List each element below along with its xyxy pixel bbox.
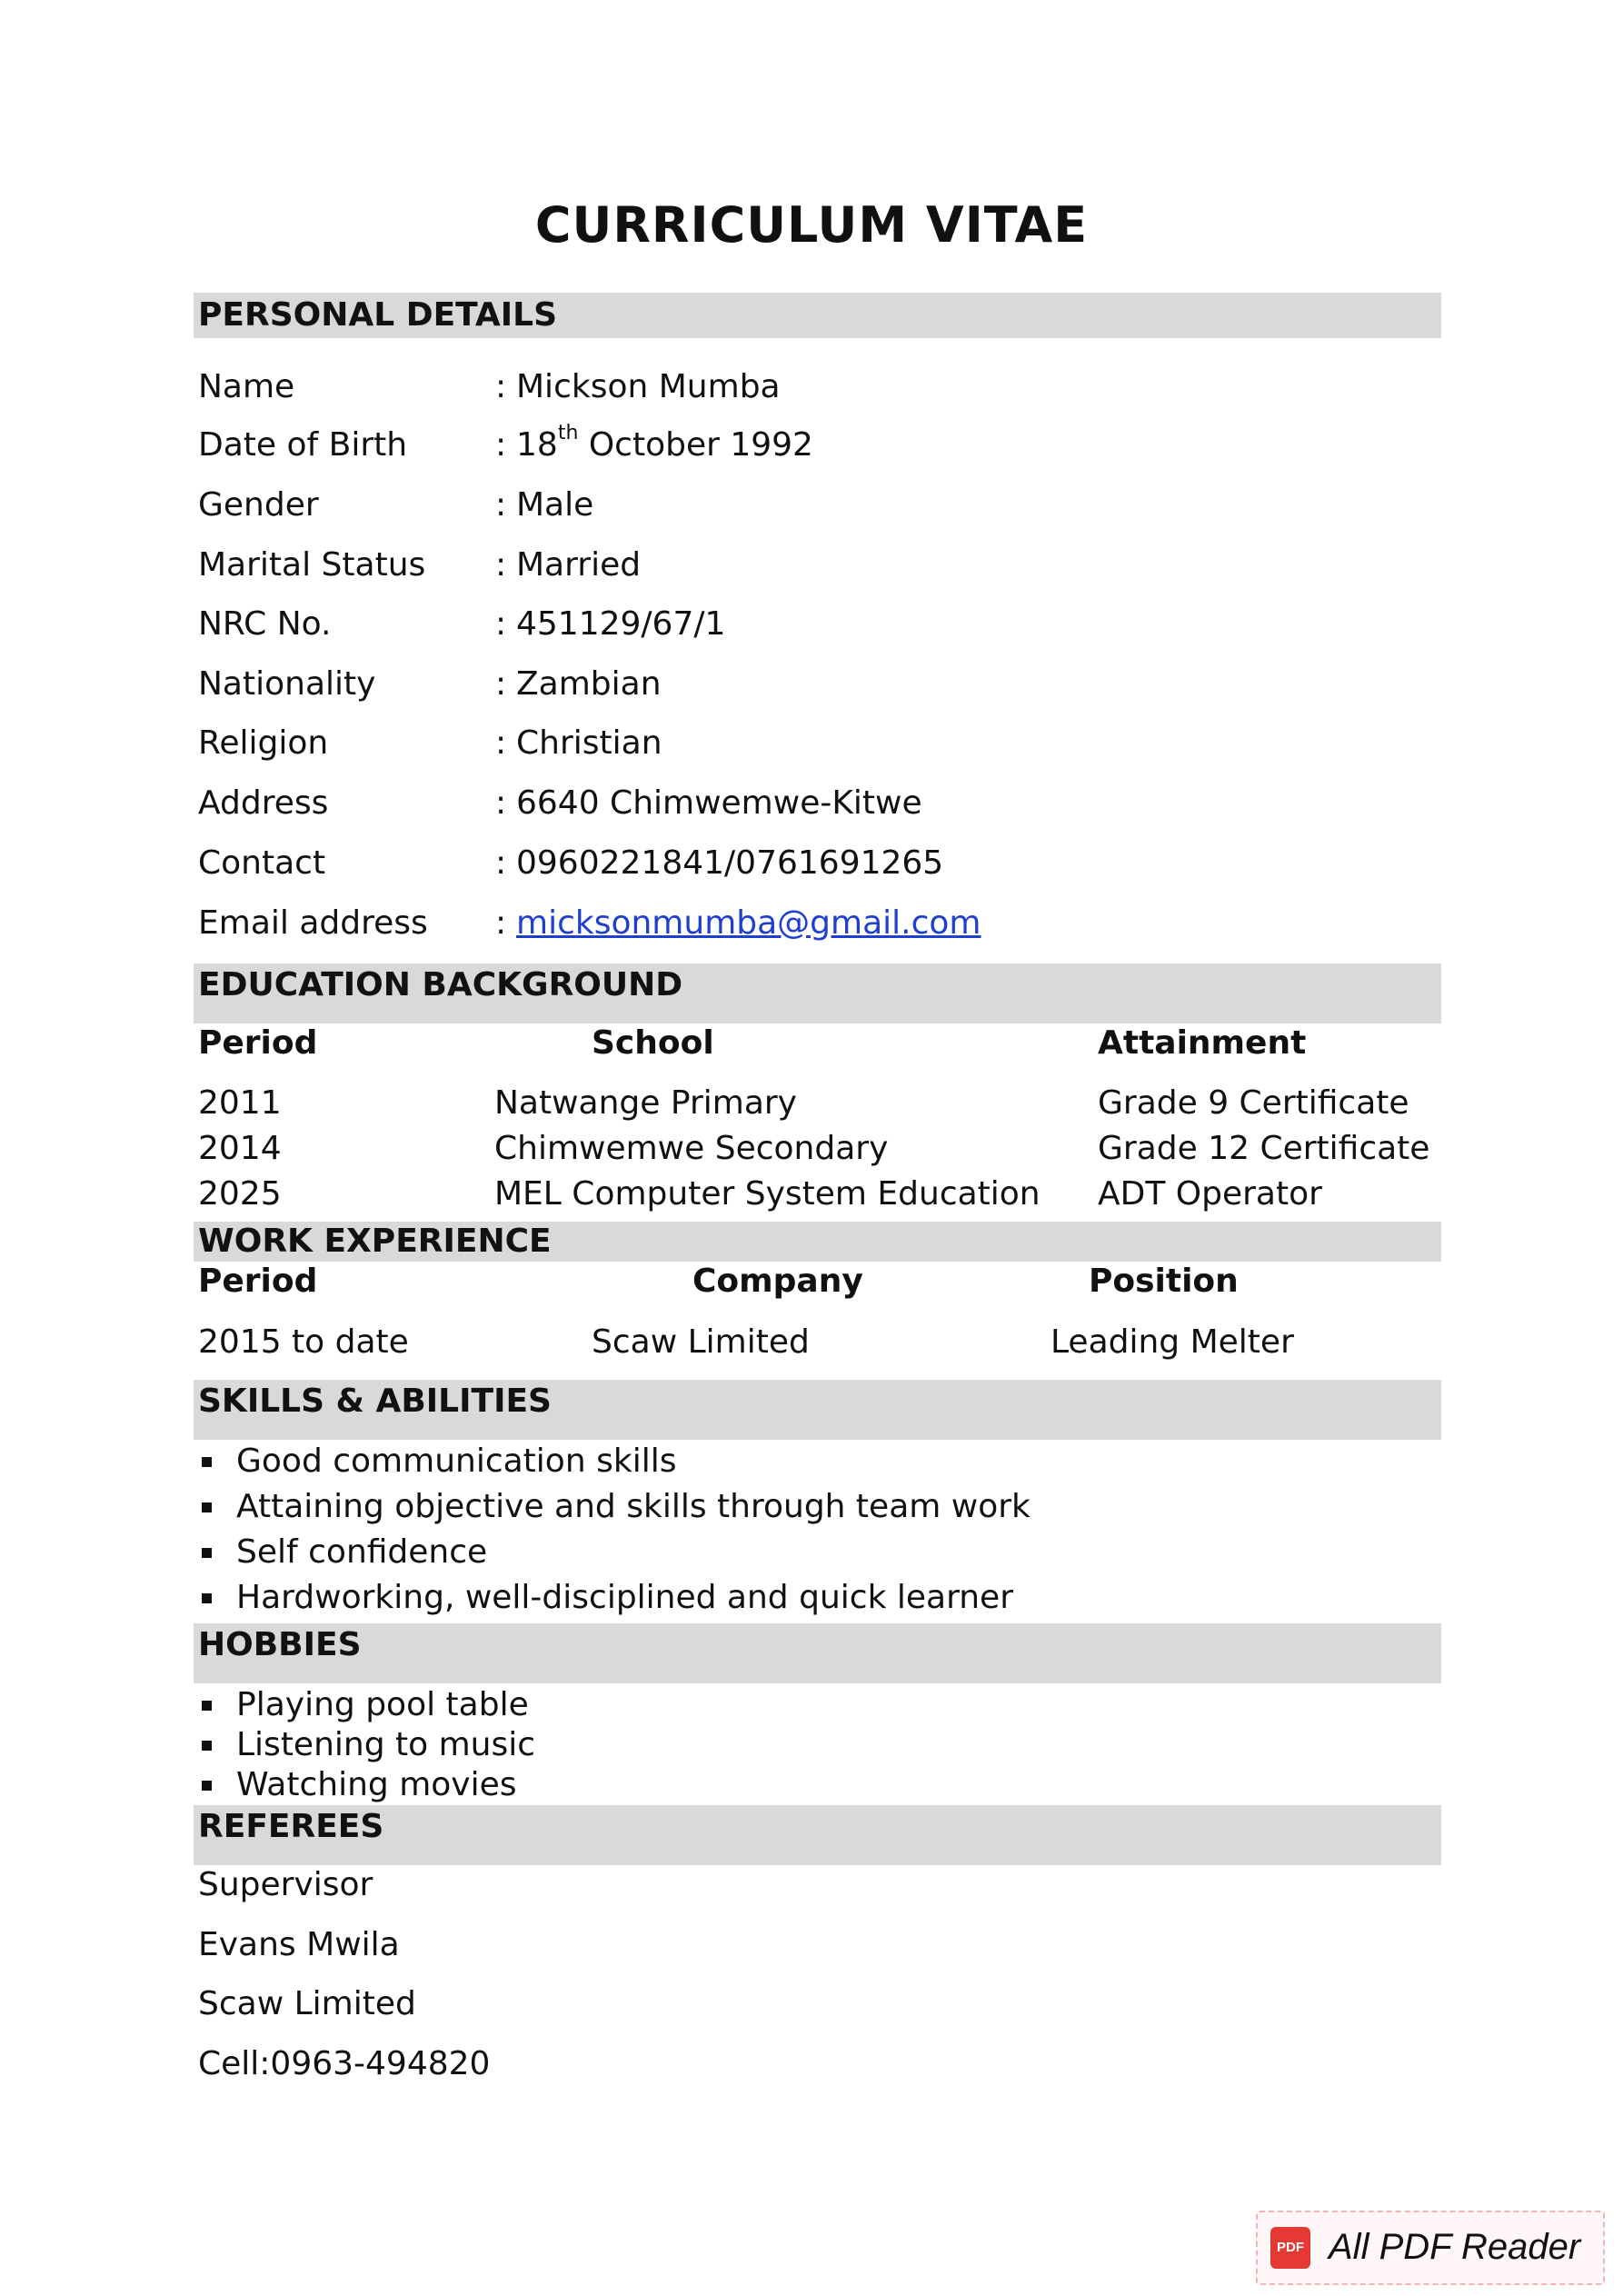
- section-header-personal: [194, 293, 1441, 338]
- education-school: MEL Computer System Education: [494, 1175, 1041, 1213]
- skills-text: Attaining objective and skills through team work: [236, 1488, 1031, 1525]
- personal-row-contact: [0, 844, 1623, 894]
- personal-row-marital-status: [0, 546, 1623, 596]
- education-header-row: [0, 1024, 1623, 1074]
- field-label: Marital Status: [198, 546, 426, 584]
- field-label: NRC No.: [198, 605, 332, 643]
- section-title: SKILLS & ABILITIES: [198, 1383, 552, 1420]
- section-header-skills: [194, 1380, 1441, 1440]
- work-position: Leading Melter: [1050, 1323, 1294, 1361]
- field-value: 0960221841/0761691265: [516, 844, 944, 882]
- referee-line: [0, 2045, 1623, 2095]
- bullet-marker: [202, 1502, 212, 1512]
- referee-line: [0, 1866, 1623, 1916]
- education-school: Chimwemwe Secondary: [494, 1130, 889, 1167]
- work-period: 2015 to date: [198, 1323, 409, 1361]
- skills-text: Hardworking, well-disciplined and quick learner: [236, 1579, 1013, 1616]
- education-school: Natwange Primary: [494, 1084, 797, 1122]
- field-colon: :: [495, 665, 507, 703]
- column-header-company: Company: [692, 1263, 863, 1300]
- field-label: Address: [198, 784, 329, 822]
- hobby-text: Listening to music: [236, 1726, 536, 1763]
- work-row: [0, 1323, 1623, 1373]
- field-colon: :: [495, 724, 507, 762]
- section-title: WORK EXPERIENCE: [198, 1223, 552, 1260]
- pdf-icon: PDF: [1270, 2227, 1310, 2269]
- email-link[interactable]: micksonmumba@gmail.com: [516, 904, 981, 942]
- hobby-text: Playing pool table: [236, 1686, 529, 1723]
- hobby-text: Watching movies: [236, 1766, 517, 1803]
- section-header-hobbies: [194, 1623, 1441, 1683]
- column-header-period: Period: [198, 1024, 318, 1062]
- all-pdf-reader-badge[interactable]: [1256, 2211, 1605, 2285]
- referee-role: Supervisor: [198, 1866, 373, 1903]
- bullet-marker: [202, 1593, 212, 1603]
- education-attainment: Grade 9 Certificate: [1098, 1084, 1409, 1122]
- personal-row-name: [0, 368, 1623, 418]
- personal-row-gender: [0, 486, 1623, 536]
- referee-line: [0, 1926, 1623, 1976]
- field-colon: :: [495, 605, 507, 643]
- badge-label: All PDF Reader: [1329, 2227, 1581, 2267]
- field-value: Zambian: [516, 665, 662, 703]
- education-row: [0, 1175, 1623, 1225]
- personal-row-religion: [0, 724, 1623, 774]
- field-colon: :: [495, 844, 507, 882]
- field-value: 451129/67/1: [516, 605, 726, 643]
- referee-company: Scaw Limited: [198, 1985, 416, 2022]
- education-row: [0, 1084, 1623, 1134]
- document-title: CURRICULUM VITAE: [534, 196, 1089, 254]
- field-label: Contact: [198, 844, 326, 882]
- education-period: 2014: [198, 1130, 282, 1167]
- bullet-marker: [202, 1548, 212, 1558]
- field-label: Name: [198, 368, 295, 405]
- column-header-position: Position: [1089, 1263, 1239, 1300]
- field-label: Religion: [198, 724, 329, 762]
- field-value: Christian: [516, 724, 662, 762]
- bullet-marker: [202, 1701, 212, 1711]
- referee-cell: Cell:0963-494820: [198, 2045, 491, 2082]
- field-colon: :: [495, 546, 507, 584]
- referee-name: Evans Mwila: [198, 1926, 400, 1963]
- dob-rest: October 1992: [578, 426, 813, 464]
- field-label: Date of Birth: [198, 426, 408, 464]
- field-colon: :: [495, 904, 507, 942]
- section-title: EDUCATION BACKGROUND: [198, 966, 683, 1003]
- field-value: Mickson Mumba: [516, 368, 781, 405]
- work-header-row: [0, 1265, 1623, 1313]
- section-title: HOBBIES: [198, 1626, 362, 1663]
- section-header-work: [194, 1222, 1441, 1262]
- skills-text: Self confidence: [236, 1533, 488, 1571]
- education-row: [0, 1130, 1623, 1180]
- education-period: 2025: [198, 1175, 282, 1213]
- dob-day: 18: [516, 426, 558, 464]
- section-header-referees: [194, 1805, 1441, 1865]
- skills-text: Good communication skills: [236, 1442, 677, 1480]
- education-attainment: Grade 12 Certificate: [1098, 1130, 1430, 1167]
- bullet-marker: [202, 1781, 212, 1791]
- field-colon: :: [495, 368, 507, 405]
- personal-row-email: [0, 904, 1623, 954]
- section-header-education: [194, 963, 1441, 1023]
- personal-row-nrc: [0, 605, 1623, 655]
- personal-row-nationality: [0, 665, 1623, 715]
- field-colon: :: [495, 784, 507, 822]
- dob-suffix: th: [557, 422, 579, 444]
- field-value: 6640 Chimwemwe-Kitwe: [516, 784, 922, 822]
- skills-item: [0, 1579, 1623, 1629]
- section-title: REFEREES: [198, 1808, 384, 1845]
- skills-item: [0, 1533, 1623, 1583]
- section-title: PERSONAL DETAILS: [198, 296, 558, 334]
- referee-line: [0, 1985, 1623, 2035]
- column-header-attainment: Attainment: [1098, 1024, 1307, 1062]
- skills-item: [0, 1442, 1623, 1492]
- personal-row-dob: [0, 422, 1623, 476]
- education-period: 2011: [198, 1084, 282, 1122]
- field-value: Male: [516, 486, 594, 524]
- personal-row-address: [0, 784, 1623, 834]
- education-attainment: ADT Operator: [1098, 1175, 1322, 1213]
- bullet-marker: [202, 1741, 212, 1751]
- field-label: Email address: [198, 904, 428, 942]
- skills-item: [0, 1488, 1623, 1538]
- column-header-period: Period: [198, 1263, 318, 1300]
- field-colon: :: [495, 426, 507, 464]
- column-header-school: School: [592, 1024, 714, 1062]
- field-label: Nationality: [198, 665, 376, 703]
- field-label: Gender: [198, 486, 319, 524]
- field-colon: :: [495, 486, 507, 524]
- bullet-marker: [202, 1457, 212, 1467]
- field-value: [516, 422, 813, 464]
- work-company: Scaw Limited: [592, 1323, 810, 1361]
- field-value: Married: [516, 546, 642, 584]
